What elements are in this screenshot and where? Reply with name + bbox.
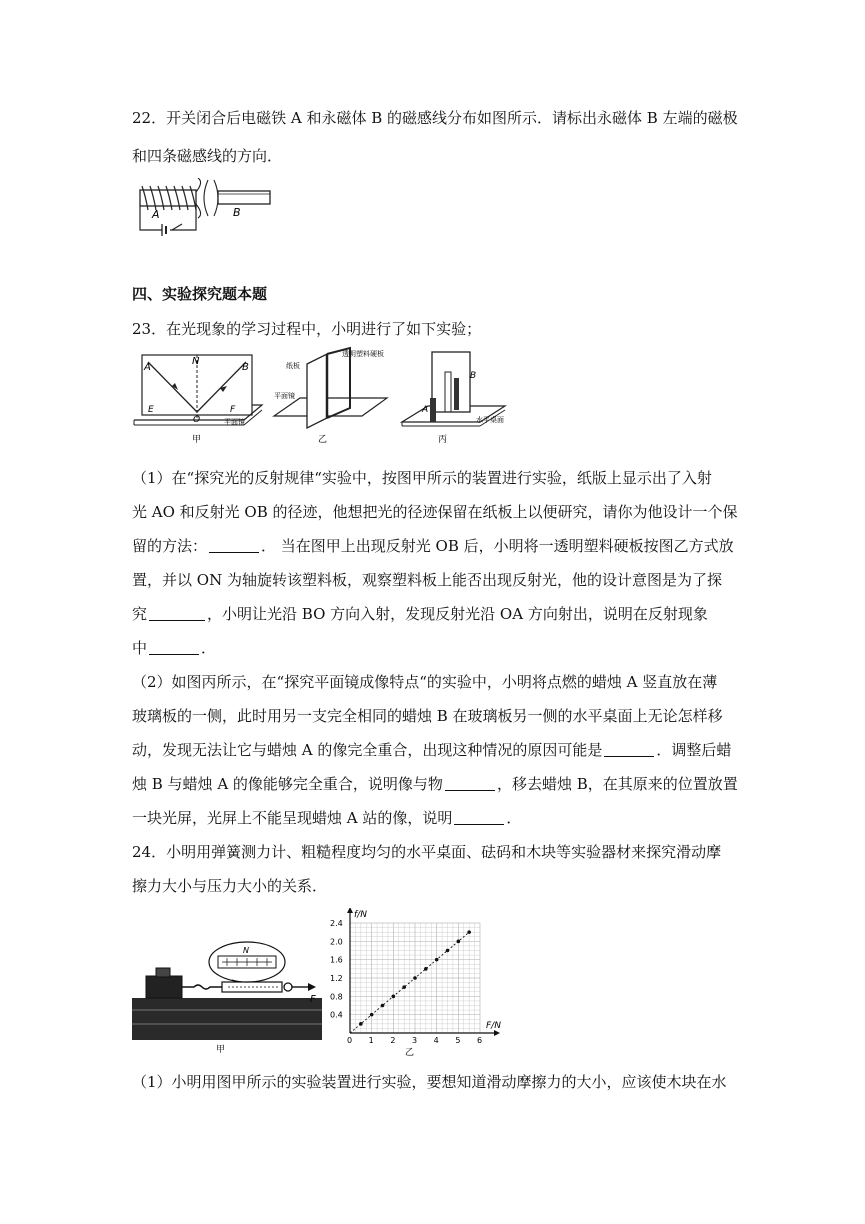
yi-caption: 乙 [318,435,328,445]
bing-caption: 丙 [438,435,448,445]
chart-y-axis-label: f/N [354,910,367,920]
q23-p1-l3-text-b: ． 当在图甲上出现反射光 OB 后，小明将一透明塑料硬板按图乙方式放 [261,537,734,555]
x-tick-label: 4 [433,1036,439,1045]
y-tick-label: 2.0 [330,937,343,947]
answer-blank-6[interactable] [454,809,504,825]
jia-caption: 甲 [192,435,202,445]
q23-p2-l4-text-b: ，移去蜡烛 B，在其原来的位置放置 [496,775,738,793]
yi-label-paper: 纸板 [286,362,300,370]
x-tick-label: 0 [347,1036,353,1045]
q23-p1-l6-text-b: ． [201,639,217,657]
answer-blank-5[interactable] [445,775,495,791]
q23-p1-line-5 [132,604,708,624]
q23-p2-l5-text-b: ． [506,809,522,827]
y-tick-label: 0.4 [330,1010,343,1020]
q23-p1-line-1: （1）在“探究光的反射规律“实验中，按图甲所示的装置进行实验，纸版上显示出了入射 [132,469,712,487]
q23-p1-l6-text-a: 中 [132,639,148,657]
data-point [457,940,461,944]
x-tick-label: 2 [390,1036,396,1045]
q23-p1-line-6 [132,638,216,658]
yi-label-mirror: 平面镜 [274,392,295,400]
x-tick-label: 6 [477,1036,483,1045]
yi-label-plastic: 透明塑料硬板 [342,350,384,358]
bing-label-b: B [470,371,477,381]
q24-jia-caption: 甲 [216,1045,226,1055]
x-tick-label: 1 [368,1036,374,1045]
answer-blank-2[interactable] [149,605,205,621]
y-tick-label: 1.6 [330,955,343,965]
q23-p2-line-5 [132,808,521,828]
answer-blank-3[interactable] [149,639,199,655]
jia-label-e: E [148,405,154,415]
q24-figure-jia [132,940,322,1055]
data-point [392,995,396,999]
q23-p2-l3-text-b: ．调整后蜡 [656,741,732,759]
q23-p2-line-2: 玻璃板的一侧，此时用另一支完全相同的蜡烛 B 在玻璃板另一侧的水平桌面上无论怎样移 [132,707,723,725]
data-point [359,1022,363,1026]
q23-p1-l5-text-a: 究 [132,605,148,623]
q23-p1-line-3 [132,536,734,556]
q23-p2-l3-text-a: 动，发现无法让它与蜡烛 A 的像完全重合，出现这种情况的原因可能是 [132,741,603,759]
x-tick-label: 5 [455,1036,461,1045]
jia-label-mirror: 平面镜 [224,418,245,426]
data-point [370,1013,374,1017]
q22-line-2: 和四条磁感线的方向． [132,147,283,165]
q23-p2-line-3 [132,740,731,760]
chart-axes [347,908,500,1036]
answer-blank-1[interactable] [209,537,259,553]
x-tick-label: 3 [412,1036,418,1045]
q24-line-1: 24．小明用弹簧测力计、粗糙程度均匀的水平桌面、砝码和木块等实验器材来探究滑动摩 [132,843,722,861]
data-point [413,976,417,980]
y-axis-arrow [347,908,353,913]
jia-label-a: A [144,362,151,373]
jia-label-f: F [230,405,236,415]
spring-scale-unit: N [243,946,249,955]
q23-p2-line-1: （2）如图丙所示，在“探究平面镜成像特点“的实验中，小明将点燃的蜡烛 A 竖直放在薄 [132,673,718,691]
q22-label-a: A [152,208,160,221]
answer-blank-4[interactable] [604,741,654,757]
q23-p1-l5-text-b: ，小明让光沿 BO 方向入射，发现反射光沿 OA 方向射出，说明在反射现象 [207,605,708,623]
chart-ticks [330,919,482,1045]
chart-x-axis-label: F/N [486,1021,501,1031]
q23-p2-l5-text-a: 一块光屏，光屏上不能呈现蜡烛 A 站的像，说明 [132,809,453,827]
bing-label-a: A [422,405,429,415]
q24-p1-line-1: （1）小明用图甲所示的实验装置进行实验，要想知道滑动摩擦力的大小，应该使木块在水 [132,1073,727,1091]
q23-figure-yi [272,346,397,446]
q24-chart [326,908,511,1058]
q22-figure [132,178,272,236]
q23-p1-line-4: 置，并以 ON 为轴旋转该塑料板，观察塑料板上能否出现反射光，他的设计意图是为了探 [132,571,722,589]
q22-line-1: 22．开关闭合后电磁铁 A 和永磁体 B 的磁感线分布如图所示．请标出永磁体 B 左端的磁极 [132,109,738,127]
y-tick-label: 2.4 [330,919,343,928]
chart-caption: 乙 [405,1048,415,1058]
section-4-heading: 四、实验探究题本题 [132,285,268,303]
force-label: F [310,994,316,1005]
q24-line-2: 擦力大小与压力大小的关系． [132,877,328,895]
q23-figure-bing [400,350,510,446]
bing-label-table: 水平桌面 [476,416,504,424]
q23-p2-l4-text-a: 烛 B 与蜡烛 A 的像能够完全重合，说明像与物 [132,775,443,793]
data-point [424,967,428,971]
data-point [402,985,406,989]
jia-label-b: B [242,362,249,373]
data-point [446,949,450,953]
y-tick-label: 1.2 [330,974,343,983]
q23-intro: 23．在光现象的学习过程中，小明进行了如下实验； [132,320,482,338]
q23-p1-line-2: 光 AO 和反射光 OB 的径迹，他想把光的径迹保留在纸板上以便研究，请你为他设计一个保 [132,503,738,521]
data-point [381,1004,385,1008]
data-point [435,958,439,962]
y-tick-label: 0.8 [330,992,343,1002]
q23-p2-line-4 [132,774,738,794]
q23-figure-jia [132,350,267,445]
jia-label-n: N [192,356,200,367]
q22-label-b: B [233,206,241,219]
data-point [467,930,471,934]
jia-label-o: O [193,415,201,425]
q23-p1-l3-text-a: 留的方法： [132,537,208,555]
